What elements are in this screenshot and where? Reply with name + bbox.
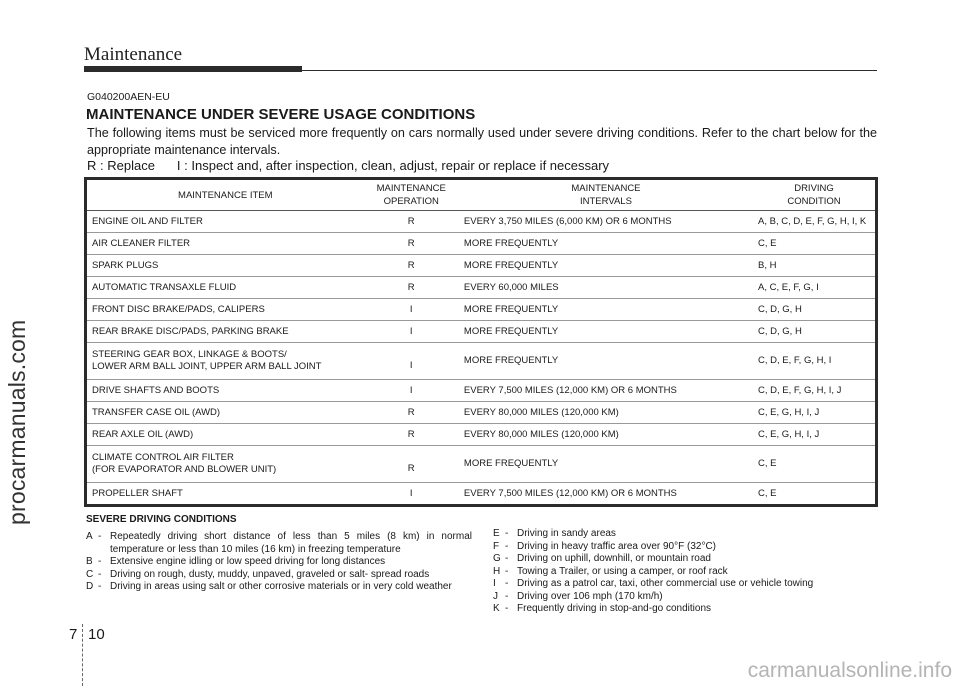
cell-condition: C, D, G, H <box>753 299 876 321</box>
cell-condition: C, E, G, H, I, J <box>753 424 876 446</box>
cell-item: REAR BRAKE DISC/PADS, PARKING BRAKE <box>86 321 364 343</box>
legend-replace: R : Replace <box>87 158 155 173</box>
chapter-number: 7 <box>69 626 78 643</box>
list-item: E - Driving in sandy areas <box>493 528 616 539</box>
list-item: J - Driving over 106 mph (170 km/h) <box>493 590 663 602</box>
cell-operation: R <box>364 211 459 233</box>
header-maintenance-item: MAINTENANCE ITEM <box>86 179 364 211</box>
cell-interval: EVERY 60,000 MILES <box>459 277 753 299</box>
legend-inspect: I : Inspect and, after inspection, clean, adjust, repair or replace if necessary <box>176 158 610 173</box>
cell-operation: I <box>364 380 459 402</box>
header-maintenance-intervals: MAINTENANCE INTERVALS <box>459 179 753 211</box>
cell-condition: C, D, G, H <box>753 321 876 343</box>
list-item: B - Extensive engine idling or low speed driving for long distances <box>86 556 386 567</box>
table-row <box>86 321 877 343</box>
table-row <box>86 380 877 402</box>
cell-interval: MORE FREQUENTLY <box>459 233 753 255</box>
table-row <box>86 233 877 255</box>
cell-item: DRIVE SHAFTS AND BOOTS <box>86 380 364 402</box>
watermark-bottom: carmanualsonline.info <box>747 659 952 682</box>
cell-interval: MORE FREQUENTLY <box>459 299 753 321</box>
cell-item: AIR CLEANER FILTER <box>86 233 364 255</box>
header-driving-condition: DRIVING CONDITION <box>753 179 876 211</box>
list-item: A - Repeatedly driving short distance of less than 5 miles (8 km) in normal temperature or less than 10 miles (16 km) in freezing temperature <box>86 531 472 555</box>
cell-condition: C, E <box>753 233 876 255</box>
section-code: G040200AEN-EU <box>87 91 170 103</box>
conditions-list-left <box>86 531 472 594</box>
intro-paragraph: The following items must be serviced more frequently on cars normally used under severe driving conditions. Refer to the chart below for the appropriate maintenance intervals. <box>87 126 877 157</box>
watermark-left: procarmanuals.com <box>4 319 30 525</box>
cell-operation: I <box>364 321 459 343</box>
cell-operation: R <box>364 233 459 255</box>
cell-interval: MORE FREQUENTLY <box>459 446 753 483</box>
table-row <box>86 343 877 380</box>
maintenance-table <box>84 177 878 507</box>
page-number: 10 <box>88 626 105 643</box>
cell-item: REAR AXLE OIL (AWD) <box>86 424 364 446</box>
table-row <box>86 299 877 321</box>
cell-interval: EVERY 7,500 MILES (12,000 KM) OR 6 MONTHS <box>459 380 753 402</box>
list-item: C - Driving on rough, dusty, muddy, unpaved, graveled or salt- spread roads <box>86 568 430 580</box>
list-item: D - Driving in areas using salt or other corrosive materials or in very cold weather <box>86 581 452 592</box>
list-item: F - Driving in heavy traffic area over 90°F (32°C) <box>493 540 717 552</box>
cell-item: PROPELLER SHAFT <box>86 483 364 506</box>
cell-item: STEERING GEAR BOX, LINKAGE & BOOTS/ LOWER ARM BALL JOINT, UPPER ARM BALL JOINT <box>86 343 364 380</box>
cell-item: FRONT DISC BRAKE/PADS, CALIPERS <box>86 299 364 321</box>
section-title: MAINTENANCE UNDER SEVERE USAGE CONDITIONS <box>86 106 476 123</box>
cell-interval: MORE FREQUENTLY <box>459 343 753 380</box>
cell-interval: MORE FREQUENTLY <box>459 321 753 343</box>
list-item: H - Towing a Trailer, or using a camper, or roof rack <box>493 565 728 577</box>
cell-operation: I <box>364 299 459 321</box>
list-item: K - Frequently driving in stop-and-go conditions <box>493 603 711 614</box>
cell-condition: C, E, G, H, I, J <box>753 402 876 424</box>
cell-operation: R <box>364 255 459 277</box>
cell-interval: MORE FREQUENTLY <box>459 255 753 277</box>
table-row <box>86 211 877 233</box>
page-header-title: Maintenance <box>84 44 183 65</box>
cell-condition: C, D, E, F, G, H, I <box>753 343 876 380</box>
cell-interval: EVERY 80,000 MILES (120,000 KM) <box>459 402 753 424</box>
header-rule-thin <box>302 70 877 71</box>
list-item: G - Driving on uphill, downhill, or mountain road <box>493 553 711 564</box>
cell-operation: R <box>364 277 459 299</box>
cell-condition: C, E <box>753 483 876 506</box>
conditions-list-right <box>493 528 883 616</box>
table-row <box>86 424 877 446</box>
cell-operation: I <box>364 483 459 506</box>
cell-item: TRANSFER CASE OIL (AWD) <box>86 402 364 424</box>
cell-condition: A, B, C, D, E, F, G, H, I, K <box>753 211 876 233</box>
header-rule-thick <box>84 66 302 72</box>
cell-item: SPARK PLUGS <box>86 255 364 277</box>
cell-operation: R <box>364 424 459 446</box>
cell-interval: EVERY 80,000 MILES (120,000 KM) <box>459 424 753 446</box>
cell-condition: A, C, E, F, G, I <box>753 277 876 299</box>
cell-condition: B, H <box>753 255 876 277</box>
table-header-row <box>86 179 877 211</box>
table-row <box>86 255 877 277</box>
cell-operation: I <box>364 343 459 380</box>
table-row <box>86 446 877 483</box>
cell-operation: R <box>364 446 459 483</box>
legend <box>87 158 631 173</box>
table-row <box>86 277 877 299</box>
header-maintenance-operation: MAINTENANCE OPERATION <box>364 179 459 211</box>
cell-item: AUTOMATIC TRANSAXLE FLUID <box>86 277 364 299</box>
list-item: I - Driving as a patrol car, taxi, other commercial use or vehicle towing <box>493 578 814 589</box>
cell-item: CLIMATE CONTROL AIR FILTER (FOR EVAPORATOR AND BLOWER UNIT) <box>86 446 364 483</box>
cell-operation: R <box>364 402 459 424</box>
cell-condition: C, D, E, F, G, H, I, J <box>753 380 876 402</box>
table-row <box>86 402 877 424</box>
cell-item: ENGINE OIL AND FILTER <box>86 211 364 233</box>
cell-condition: C, E <box>753 446 876 483</box>
table-row <box>86 483 877 506</box>
page-divider <box>82 624 83 686</box>
cell-interval: EVERY 7,500 MILES (12,000 KM) OR 6 MONTHS <box>459 483 753 506</box>
severe-conditions-title: SEVERE DRIVING CONDITIONS <box>86 514 237 525</box>
cell-interval: EVERY 3,750 MILES (6,000 KM) OR 6 MONTHS <box>459 211 753 233</box>
